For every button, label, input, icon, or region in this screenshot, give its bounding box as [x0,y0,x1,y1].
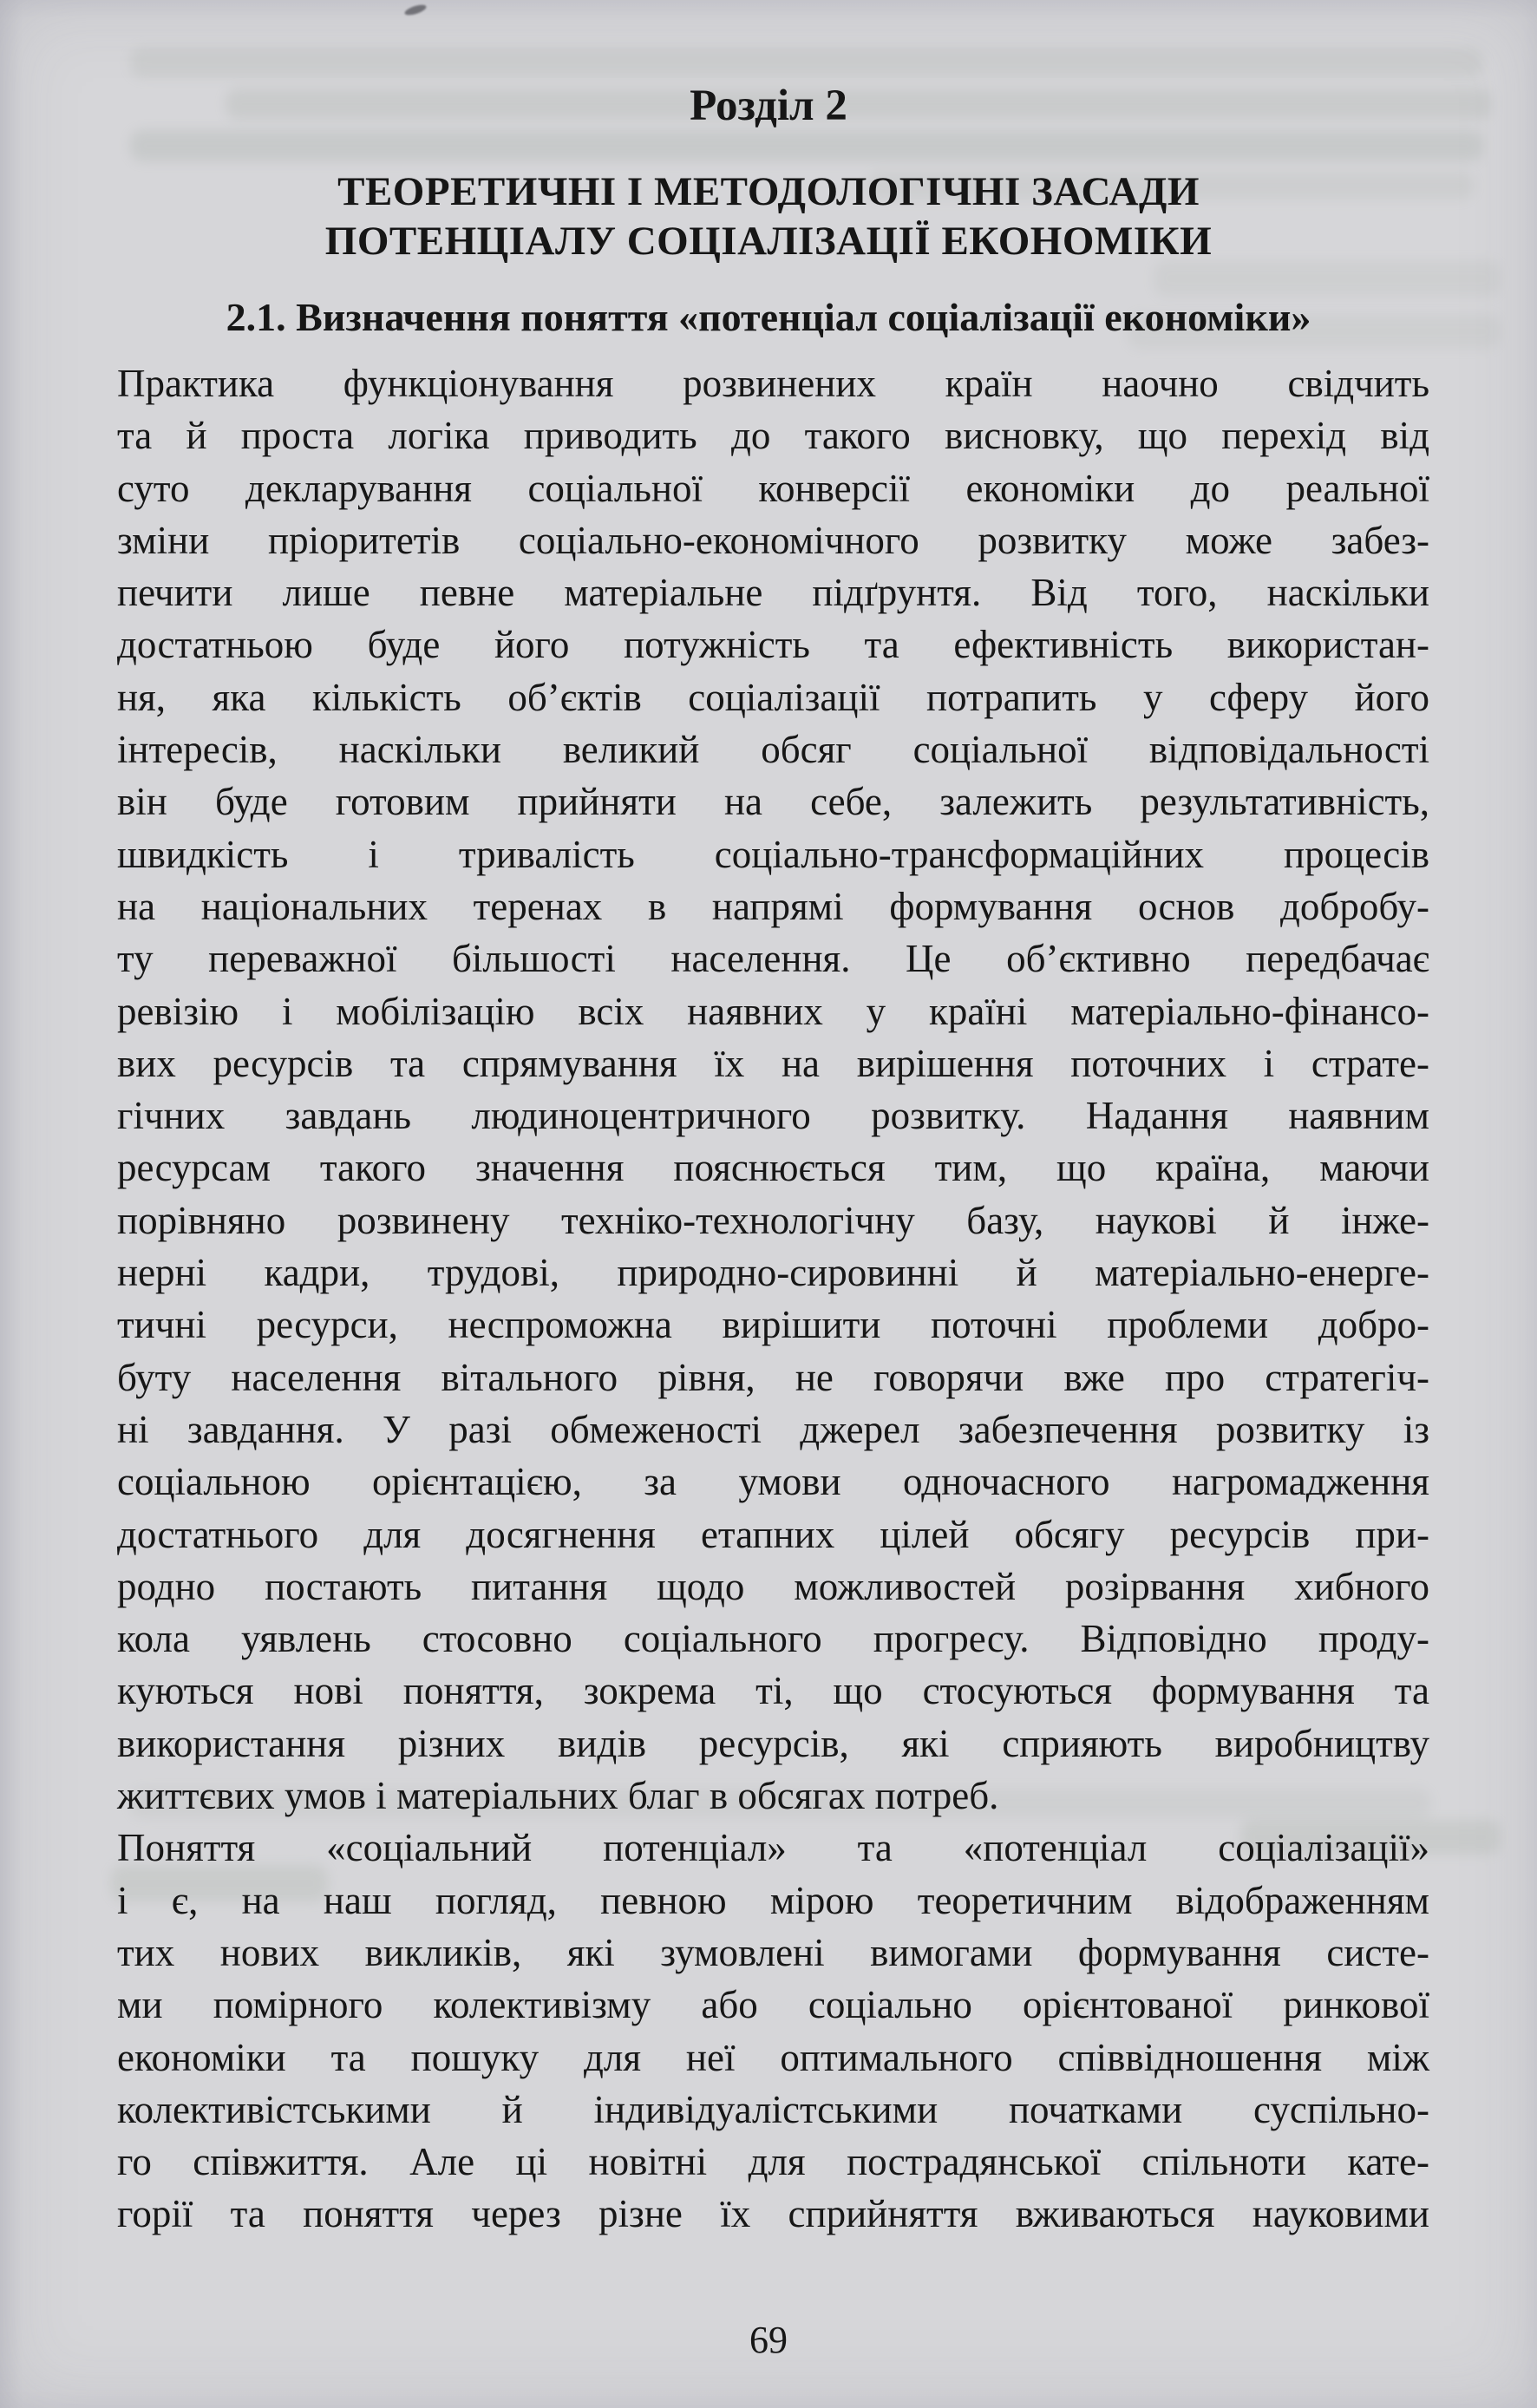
text-line: та й проста логіка приводить до такого висновку, що перехід від [117,414,1429,458]
text-line: го співжиття. Але ці новітні для пострадянської спільноти кате- [117,2140,1429,2184]
text-line: Поняття «соціальний потенціал» та «потенціал соціалізації» [117,1826,1429,1870]
text-line: він буде готовим прийняти на себе, залежить результативність, [117,780,1429,824]
text-line: і є, на наш погляд, певною мірою теоретичним відображенням [117,1878,1429,1922]
chapter-title [0,167,1537,266]
text-line: ні завдання. У разі обмеженості джерел забезпечення розвитку із [117,1407,1429,1451]
text-line: вих ресурсів та спрямування їх на вирішення поточних і страте- [117,1041,1429,1085]
chapter-title-line-2: ПОТЕНЦІАЛУ СОЦІАЛІЗАЦІЇ ЕКОНОМІКИ [324,219,1213,264]
bleedthrough-ghost-line [130,47,1483,78]
text-line: на національних теренах в напрямі формування основ добробу- [117,884,1429,928]
text-line: тичні ресурси, неспроможна вирішити поточні проблеми добро- [117,1303,1429,1347]
text-line: колективістськими й індивідуалістськими початками суспільно- [117,2087,1429,2131]
text-line: зміни пріоритетів соціально-економічного розвитку може забез- [117,518,1429,562]
text-line: ми помірного колективізму або соціально орієнтованої ринкової [117,1983,1429,2027]
chapter-heading: Розділ 2 [690,82,847,130]
text-line: ревізію і мобілізацію всіх наявних у країні матеріально-фінансо- [117,989,1429,1033]
text-line: буту населення вітального рівня, не говорячи вже про стратегіч- [117,1355,1429,1399]
chapter-title-line-1: ТЕОРЕТИЧНІ І МЕТОДОЛОГІЧНІ ЗАСАДИ [337,169,1200,214]
text-line: суто декларування соціальної конверсії економіки до реальної [117,466,1429,510]
text-line: використання різних видів ресурсів, які сприяють виробництву [117,1721,1429,1765]
text-line: швидкість і тривалість соціально-трансформаційних процесів [117,832,1429,876]
text-line: гічних завдань людиноцентричного розвитку. Надання наявним [117,1094,1429,1138]
text-line: соціальною орієнтацією, за умови одночасного нагромадження [117,1460,1429,1504]
text-line: кола уявлень стосовно соціального прогресу. Відповідно проду- [117,1617,1429,1661]
text-line: родно постають питання щодо можливостей розірвання хибного [117,1564,1429,1608]
text-line: інтересів, наскільки великий обсяг соціальної відповідальності [117,728,1429,772]
text-line: куються нові поняття, зокрема ті, що стосуються формування та [117,1669,1429,1713]
text-line: Практика функціонування розвинених країн наочно свідчить [117,362,1429,405]
section-heading: 2.1. Визначення поняття «потенціал соціалізації економіки» [226,295,1311,339]
paragraph-1 [117,357,1429,1822]
text-line: життєвих умов і матеріальних благ в обсягах потреб. [117,1774,999,1818]
text-line: нерні кадри, трудові, природно-сировинні й матеріально-енерге- [117,1251,1429,1295]
bleedthrough-ghost-line [130,130,1483,161]
page-number: 69 [749,2319,788,2361]
text-line: ресурсам такого значення пояснюється тим, що країна, маючи [117,1146,1429,1190]
text-line: горії та поняття через різне їх сприйняття вживаються науковими [117,2192,1429,2236]
text-line: економіки та пошуку для неї оптимального співвідношення між [117,2035,1429,2079]
text-line: достатньою буде його потужність та ефективність використан- [117,623,1429,667]
text-line: ня, яка кількість об’єктів соціалізації потрапить у сферу його [117,675,1429,719]
text-line: ту переважної більшості населення. Це об’єктивно передбачає [117,937,1429,981]
text-line: тих нових викликів, які зумовлені вимогами формування систе- [117,1930,1429,1974]
text-line: печити лише певне матеріальне підґрунтя. Від того, наскільки [117,571,1429,615]
text-line: достатнього для досягнення етапних цілей обсягу ресурсів при- [117,1512,1429,1556]
scan-speck [403,3,428,17]
body-text [117,357,1429,2241]
text-line: порівняно розвинену техніко-технологічну базу, наукові й інже- [117,1198,1429,1242]
paragraph-2 [117,1822,1429,2240]
